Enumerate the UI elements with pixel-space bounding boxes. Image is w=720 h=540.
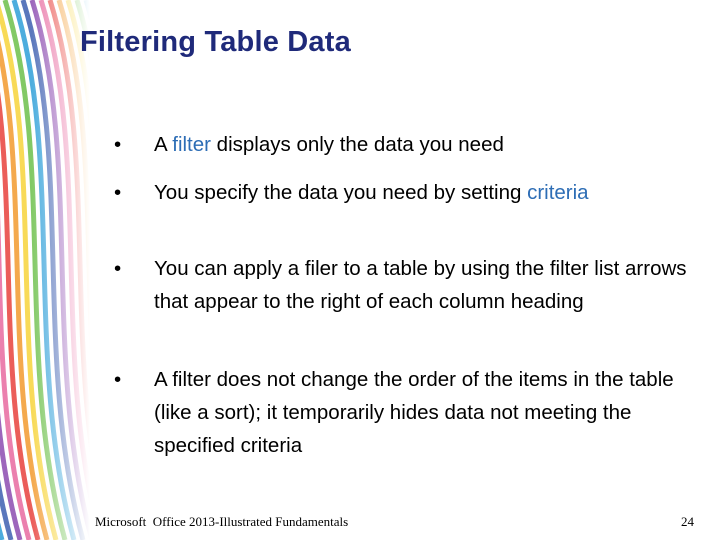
stripe-fade: [0, 0, 90, 540]
slide-title: Filtering Table Data: [80, 26, 351, 58]
bullet-text: A filter displays only the data you need: [154, 133, 504, 156]
page-number: 24: [681, 514, 694, 529]
highlighted-term: criteria: [527, 181, 589, 204]
highlighted-term: filter: [172, 133, 211, 156]
bullet-text: You can apply a filer to a table by using the filter list arrows that appear to the right of each column heading: [154, 257, 687, 313]
bullet-marker: •: [114, 181, 122, 204]
bullet-marker: •: [114, 133, 122, 156]
bullet-text: A filter does not change the order of the items in the table (like a sort); it temporarily hides data not meeting the specified criteria: [154, 368, 674, 457]
decorative-stripes: [0, 0, 90, 540]
footer-text: Microsoft Office 2013-Illustrated Fundamentals: [95, 514, 349, 529]
bullet-marker: •: [114, 257, 122, 280]
bullet-marker: •: [114, 368, 122, 391]
bullet-text: You specify the data you need by setting criteria: [154, 181, 589, 204]
